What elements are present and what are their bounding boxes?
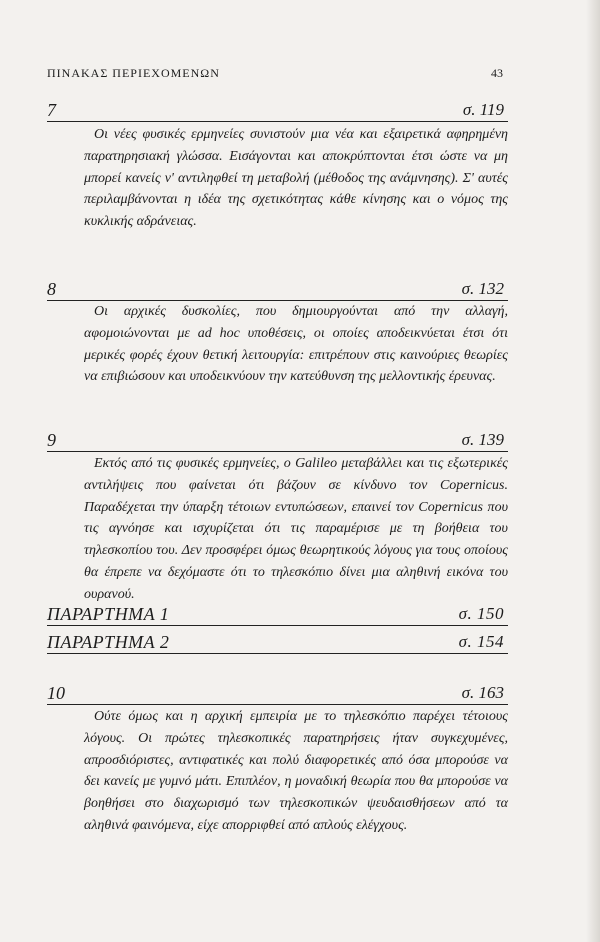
summary-text: Οι αρχικές δυσκολίες, που δημιουργούνται από την αλλαγή, αφομοιώνονται με ad hoc υποθέσεις, οι οποίες αποδεικνύεται έτσι ότι μερικές φορές έχουν θετική λειτουργία: επιτρέπουν στις καινούριες θεωρίες να επιβιώσουν και υποδεικνύουν την κατεύθυνση της μελλοντικής έρευνας. [84,304,508,385]
page-reference: σ. 163 [461,683,504,702]
chapter-number: 7 [47,100,56,120]
running-head [47,66,503,81]
chapter-8-summary [84,301,508,388]
chapter-9-heading [47,430,508,452]
appendix-title: ΠΑΡΑΡΤΗΜΑ 1 [47,604,170,624]
chapter-8-heading [47,279,508,301]
page-reference: σ. 132 [461,279,504,298]
appendix-title: ΠΑΡΑΡΤΗΜΑ 2 [47,632,170,652]
chapter-9-summary [84,453,508,606]
chapter-10-heading [47,683,508,705]
chapter-number: 10 [47,683,65,703]
page-edge-shadow [586,0,600,942]
page-reference: σ. 154 [458,632,504,651]
chapter-number: 9 [47,430,56,450]
summary-text: Εκτός από τις φυσικές ερμηνείες, ο Galileo μεταβάλλει και τις εξωτερικές αντιλήψεις που φαίνεται ότι βάζουν σε κίνδυνο τον Copernicus. Παραδέχεται την ύπαρξη τέτοιων εντυπώσεων, επαινεί τον Copernicus που τις αγνόησε και ισχυρίζεται ότι τις παραμέρισε με τη βοήθεια του τηλεσκοπίου του. Δεν προσφέρει όμως θεωρητικούς λόγους για τους οποίους θα έπρεπε να δεχόμαστε ότι το τηλεσκόπιο δίνει μια αληθινή εικόνα του ουρανού. [84,456,508,602]
appendix-2-heading [47,632,508,654]
page-reference: σ. 139 [461,430,504,449]
page-reference: σ. 119 [462,100,504,119]
chapter-10-summary [84,706,508,837]
page-reference: σ. 150 [458,604,504,623]
summary-text: Ούτε όμως και η αρχική εμπειρία με το τηλεσκόπιο παρέχει τέτοιους λόγους. Οι πρώτες τηλεσκοπικές παρατηρήσεις ήταν συγκεχυμένες, απροσδιόριστες, αντιφατικές και πολύ διαφορετικές από όσα μπορούσε να δει κανείς με γυμνό μάτι. Επιπλέον, η μοναδική θεωρία που θα μπορούσε να βοηθήσει στο διαχωρισμό των τηλεσκοπικών ψευδαισθήσεων από τα αληθινά φαινόμενα, είχε απορριφθεί από απλούς ελέγχους. [84,709,508,833]
appendix-1-heading [47,604,508,626]
summary-text: Οι νέες φυσικές ερμηνείες συνιστούν μια νέα και εξαιρετικά αφηρημένη παρατηρησιακή γλώσσα. Εισάγονται και αποκρύπτονται έτσι ώστε να μη μπορεί κανείς ν' αντιληφθεί τη μεταβολή (μέθοδος της ανάμνησης). Σ' αυτές περιλαμβάνονται η ιδέα της σχετικότητας κάθε κίνησης και ο νόμος της κυκλικής αδράνειας. [84,127,508,230]
running-head-title: ΠΙΝΑΚΑΣ ΠΕΡΙΕΧΟΜΕΝΩΝ [47,66,220,80]
chapter-7-summary [84,124,508,233]
chapter-number: 8 [47,279,56,299]
page-number: 43 [491,66,503,80]
chapter-7-heading [47,100,508,122]
